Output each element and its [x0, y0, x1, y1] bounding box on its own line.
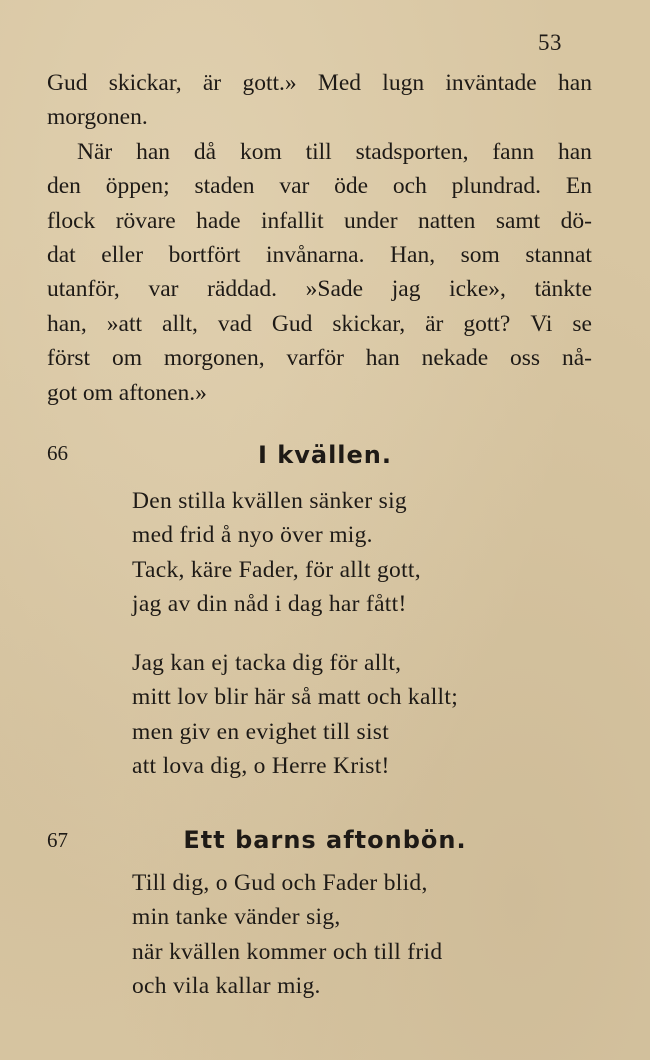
prose-line: den öppen; staden var öde och plundrad. En — [47, 173, 592, 200]
prose-line: dat eller bortfört invånarna. Han, som stannat — [47, 241, 592, 268]
verse-line: men giv en evighet till sist — [132, 718, 390, 745]
verse-line: med frid å nyo över mig. — [132, 522, 373, 549]
stanza — [132, 866, 442, 1004]
prose-line: flock rövare hade infallit under natten samt dö- — [47, 207, 592, 234]
prose-line: När han då kom till stadsporten, fann han — [77, 138, 592, 165]
verse-line: och vila kallar mig. — [132, 973, 321, 1000]
hymn-number: 67 — [47, 828, 68, 852]
verse-line: Tack, käre Fader, för allt gott, — [132, 556, 421, 583]
verse-line: Till dig, o Gud och Fader blid, — [132, 870, 428, 896]
stanza — [132, 646, 458, 784]
verse-line: Den stilla kvällen sänker sig — [132, 488, 407, 514]
hymn-title: I kvällen. — [257, 441, 393, 469]
prose-line: morgonen. — [47, 104, 148, 131]
page-number: 53 — [538, 30, 562, 55]
verse-line: Jag kan ej tacka dig för allt, — [132, 650, 402, 676]
verse-line: att lova dig, o Herre Krist! — [132, 753, 390, 780]
hymn-title: Ett barns aftonbön. — [183, 826, 467, 854]
verse-line: min tanke vänder sig, — [132, 904, 341, 931]
prose-paragraphs — [47, 66, 592, 410]
verse-line: när kvällen kommer och till frid — [132, 938, 443, 965]
prose-line: Gud skickar, är gott.» Med lugn inväntade han — [47, 70, 592, 96]
prose-line: han, »att allt, vad Gud skickar, är gott? Vi se — [47, 310, 592, 337]
verse-line: mitt lov blir här så matt och kallt; — [132, 684, 459, 711]
verse-line: jag av din nåd i dag har fått! — [132, 591, 407, 618]
stanza — [132, 484, 421, 622]
prose-line: got om aftonen.» — [47, 379, 207, 406]
prose-line: utanför, var räddad. »Sade jag icke», tänkte — [47, 276, 592, 303]
hymn-number: 66 — [47, 441, 68, 465]
prose-line: först om morgonen, varför han nekade oss nå- — [47, 345, 592, 372]
